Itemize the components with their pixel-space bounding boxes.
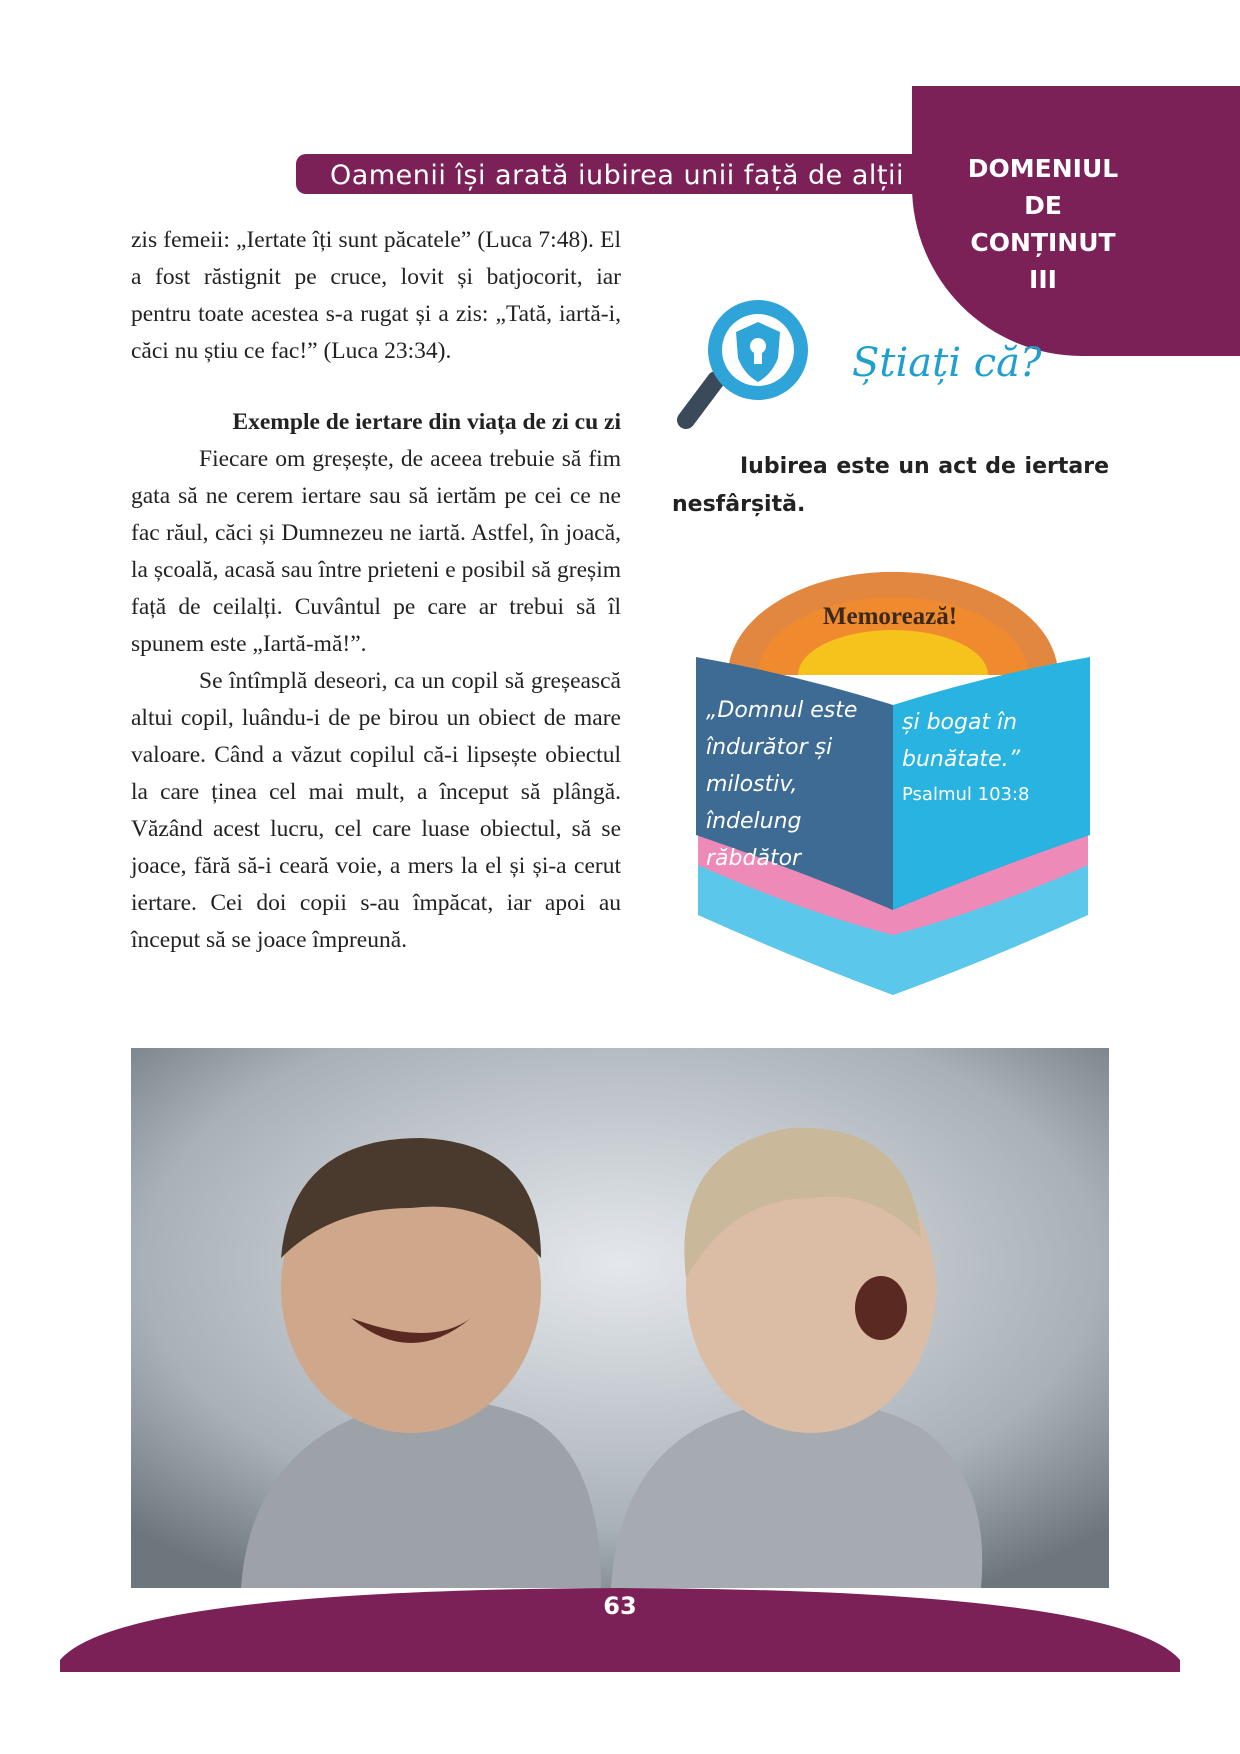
- verse-left-text: „Domnul este îndurător și milostiv, îndelung răbdător: [706, 698, 858, 871]
- verse-right-text: și bogat în bunătate.”: [902, 710, 1020, 772]
- page-title: Oamenii își arată iubirea unii față de alții: [330, 160, 905, 191]
- photo-laughing-boys: [131, 1048, 1109, 1588]
- domain-line-2: DE: [1024, 191, 1062, 220]
- intro-paragraph: [131, 222, 621, 370]
- paragraph-3: Se întîmplă deseori, ca un copil să greșească altui copil, luându-i de pe birou un obiect de mare valoare. Când a văzut copilul că-i lipsește obiectul la care ținea cel mai mult, a început să plângă. Văzând acest lucru, cel care luase obiectul, să se joace, fără să-i ceară voie, a mers la el și și-a cerut iertare. Cei doi copii s-au împăcat, iar apoi au început să se joace împreună.: [131, 668, 621, 953]
- domain-line-1: DOMENIUL: [967, 154, 1119, 183]
- paragraph-2: Fiecare om greșește, de aceea trebuie să fim gata să ne cerem iertare sau să iertăm pe cei ce ne fac răul, căci și Dumnezeu ne iartă. Astfel, în joacă, la școală, acasă sau între prieteni e posibil să greșim față de ceilalți. Cuvântul pe care ar trebui să îl spunem este „Iartă-mă!”.: [131, 446, 621, 657]
- domain-label: [948, 150, 1138, 298]
- stiati-text: Iubirea este un act de iertare nesfârșită.: [672, 454, 1109, 517]
- verse-reference: Psalmul 103:8: [902, 784, 1030, 805]
- paragraph-1: zis femeii: „Iertate îți sunt păcatele” (Luca 7:48). El a fost răstignit pe cruce, lovit și batjocorit, iar pentru toate acestea s-a rugat și a zis: „Tată, iartă-i, căci nu știu ce fac!” (Luca 23:34).: [131, 227, 621, 364]
- domain-line-4: III: [1029, 265, 1057, 294]
- stiati-title: Știați că?: [852, 340, 1042, 386]
- section-subheading: Exemple de iertare din viața de zi cu zi: [232, 409, 621, 435]
- magnifier-lock-icon: [672, 292, 832, 442]
- domain-line-3: CONȚINUT: [970, 228, 1116, 257]
- body-text: [131, 441, 621, 959]
- page-number: 63: [603, 1592, 637, 1620]
- memoreaza-title: Memorează!: [822, 603, 958, 630]
